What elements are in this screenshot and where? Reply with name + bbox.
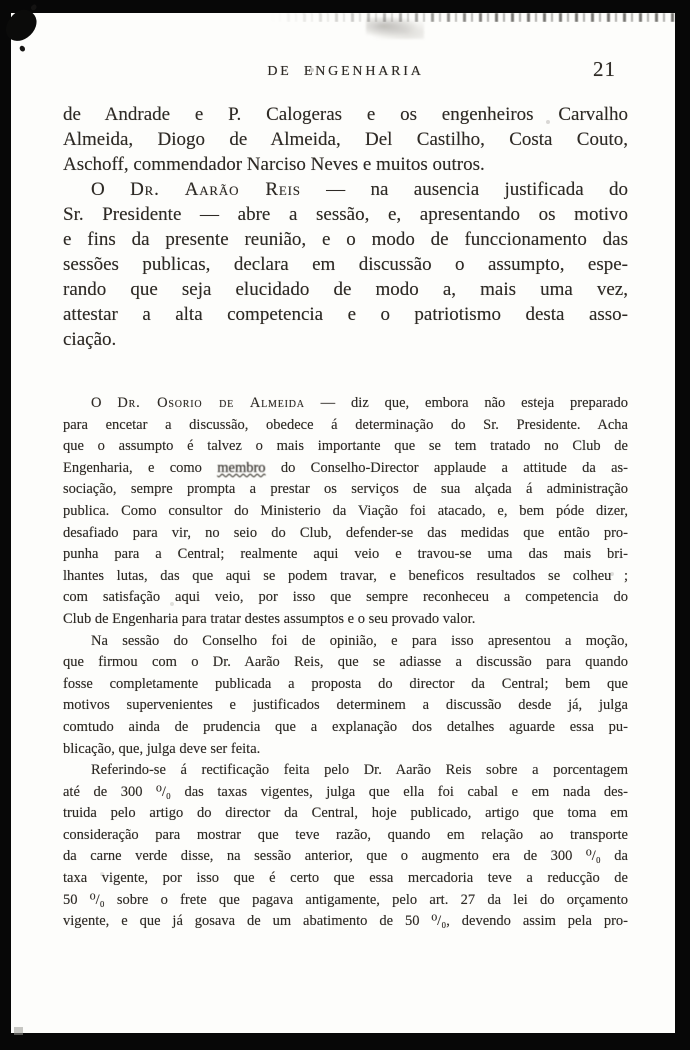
text-line: punha para a Central; realmente aqui veio e travou-se uma das mais bri- xyxy=(63,546,628,563)
running-head xyxy=(63,57,628,81)
paragraph xyxy=(63,177,628,352)
text-segment: — diz que, embora não esteja preparado xyxy=(304,395,628,411)
text-line: publica. Como consultor do Ministerio da Viação foi atacado, e, bem póde dizer, xyxy=(63,502,628,519)
text-line: que firmou com o Dr. Aarão Reis, que se adiasse a discussão para quando xyxy=(63,654,628,671)
text-segment: O xyxy=(91,179,131,200)
text-line: motivos supervenientes e justificados determinem a discussão desde já, julga xyxy=(63,697,628,714)
paragraph xyxy=(63,631,628,761)
text-segment: O xyxy=(91,395,118,411)
text-line: vigente, e que já gosava de um abatimento de 50 ⁰/₀, devendo assim pela pro- xyxy=(63,913,628,930)
text-line: 50 ⁰/₀ sobre o frete que pagava antigamente, pelo art. 27 da lei do orçamento xyxy=(63,891,628,908)
text-line: lhantes lutas, das que aqui se podem travar, e beneficos resultados se colheu ; xyxy=(63,567,628,584)
text-segment: do Conselho-Director applaude a attitude da as- xyxy=(265,459,629,476)
text-line: blicação, que, julga deve ser feita. xyxy=(63,740,261,757)
text-line: sociação, sempre prompta a prestar os serviços de sua alçada á administração xyxy=(63,481,628,498)
text-segment: Engenharia, e como xyxy=(63,459,218,476)
text-line: desafiado para vir, no seio do Club, defender-se das medidas que então pro- xyxy=(63,524,628,541)
paragraph xyxy=(63,393,628,631)
speaker-name: Dr. Osorio de Almeida xyxy=(117,395,305,411)
text-line: Club de Engenharia para tratar destes assumptos e o seu provado valor. xyxy=(63,610,476,627)
text-line: comtudo ainda de prudencia que a explanação dos detalhes aguarde essa pu- xyxy=(63,718,628,735)
text-line: Almeida, Diogo de Almeida, Del Castilho, Costa Couto, xyxy=(63,129,628,150)
scan-smudge xyxy=(366,17,424,39)
text-line: taxa vigente, por isso que é certo que essa mercadoria teve a reducção de xyxy=(63,870,628,887)
paper-specks xyxy=(11,13,13,15)
text-line: sessões publicas, declara em discussão o assumpto, espe- xyxy=(63,254,628,275)
text-line: para encetar a discussão, obedece á determinação do Sr. Presidente. Acha xyxy=(63,416,628,433)
text-line: attestar a alta competencia e o patriotismo desta asso- xyxy=(63,304,628,325)
text-line xyxy=(63,177,628,202)
text-line: que o assumpto é talvez o mais importante que se tem tratado no Club de xyxy=(63,438,628,455)
paragraph xyxy=(63,102,628,177)
smudged-word: membro xyxy=(217,459,266,476)
text-line xyxy=(63,458,628,480)
text-line: com satisfação aqui veio, por isso que sempre reconheceu a competencia do xyxy=(63,589,628,606)
paragraph xyxy=(63,760,628,933)
text-line xyxy=(63,393,628,415)
page-number: 21 xyxy=(593,57,616,81)
text-line: consideração para mostrar que teve razão, quando em relação ao transporte xyxy=(63,826,628,843)
running-title: DE ENGENHARIA xyxy=(267,64,424,79)
speaker-name: Dr. Aarão Reis xyxy=(130,179,301,200)
text-line: Na sessão do Conselho foi de opinião, e para isso apresentou a moção, xyxy=(91,632,628,649)
text-line: Referindo-se á rectificação feita pelo Dr. Aarão Reis sobre a porcentagem xyxy=(91,762,628,779)
section-discussion xyxy=(63,393,628,933)
text-line: ciação. xyxy=(63,329,117,350)
scan-edge-noise xyxy=(271,13,675,22)
text-line: até de 300 ⁰/₀ das taxas vigentes, julga que ella foi cabal e em nada des- xyxy=(63,783,628,800)
text-line: rando que seja elucidado de modo a, mais uma vez, xyxy=(63,279,628,300)
ink-blot xyxy=(0,5,43,47)
text-line: Aschoff, commendador Narciso Neves e muitos outros. xyxy=(63,154,485,175)
text-line: e fins da presente reunião, e o modo de funccionamento das xyxy=(63,229,628,250)
text-line: da carne verde disse, na sessão anterior, que o augmento era de 300 ⁰/₀ da xyxy=(63,848,628,865)
scan-border-notch xyxy=(14,1027,23,1035)
text-line: truida pelo artigo do director da Central, hoje publicado, artigo que toma em xyxy=(63,805,628,822)
section-session-opening xyxy=(63,102,628,352)
text-segment: — na ausencia justificada do xyxy=(300,179,628,200)
text-line: fosse completamente publicada a proposta do director da Central; bem que xyxy=(63,675,628,692)
text-line: de Andrade e P. Calogeras e os engenheiros Carvalho xyxy=(63,104,628,125)
scanned-document-page xyxy=(11,13,675,1033)
text-line: Sr. Presidente — abre a sessão, e, apresentando os motivo xyxy=(63,204,628,225)
